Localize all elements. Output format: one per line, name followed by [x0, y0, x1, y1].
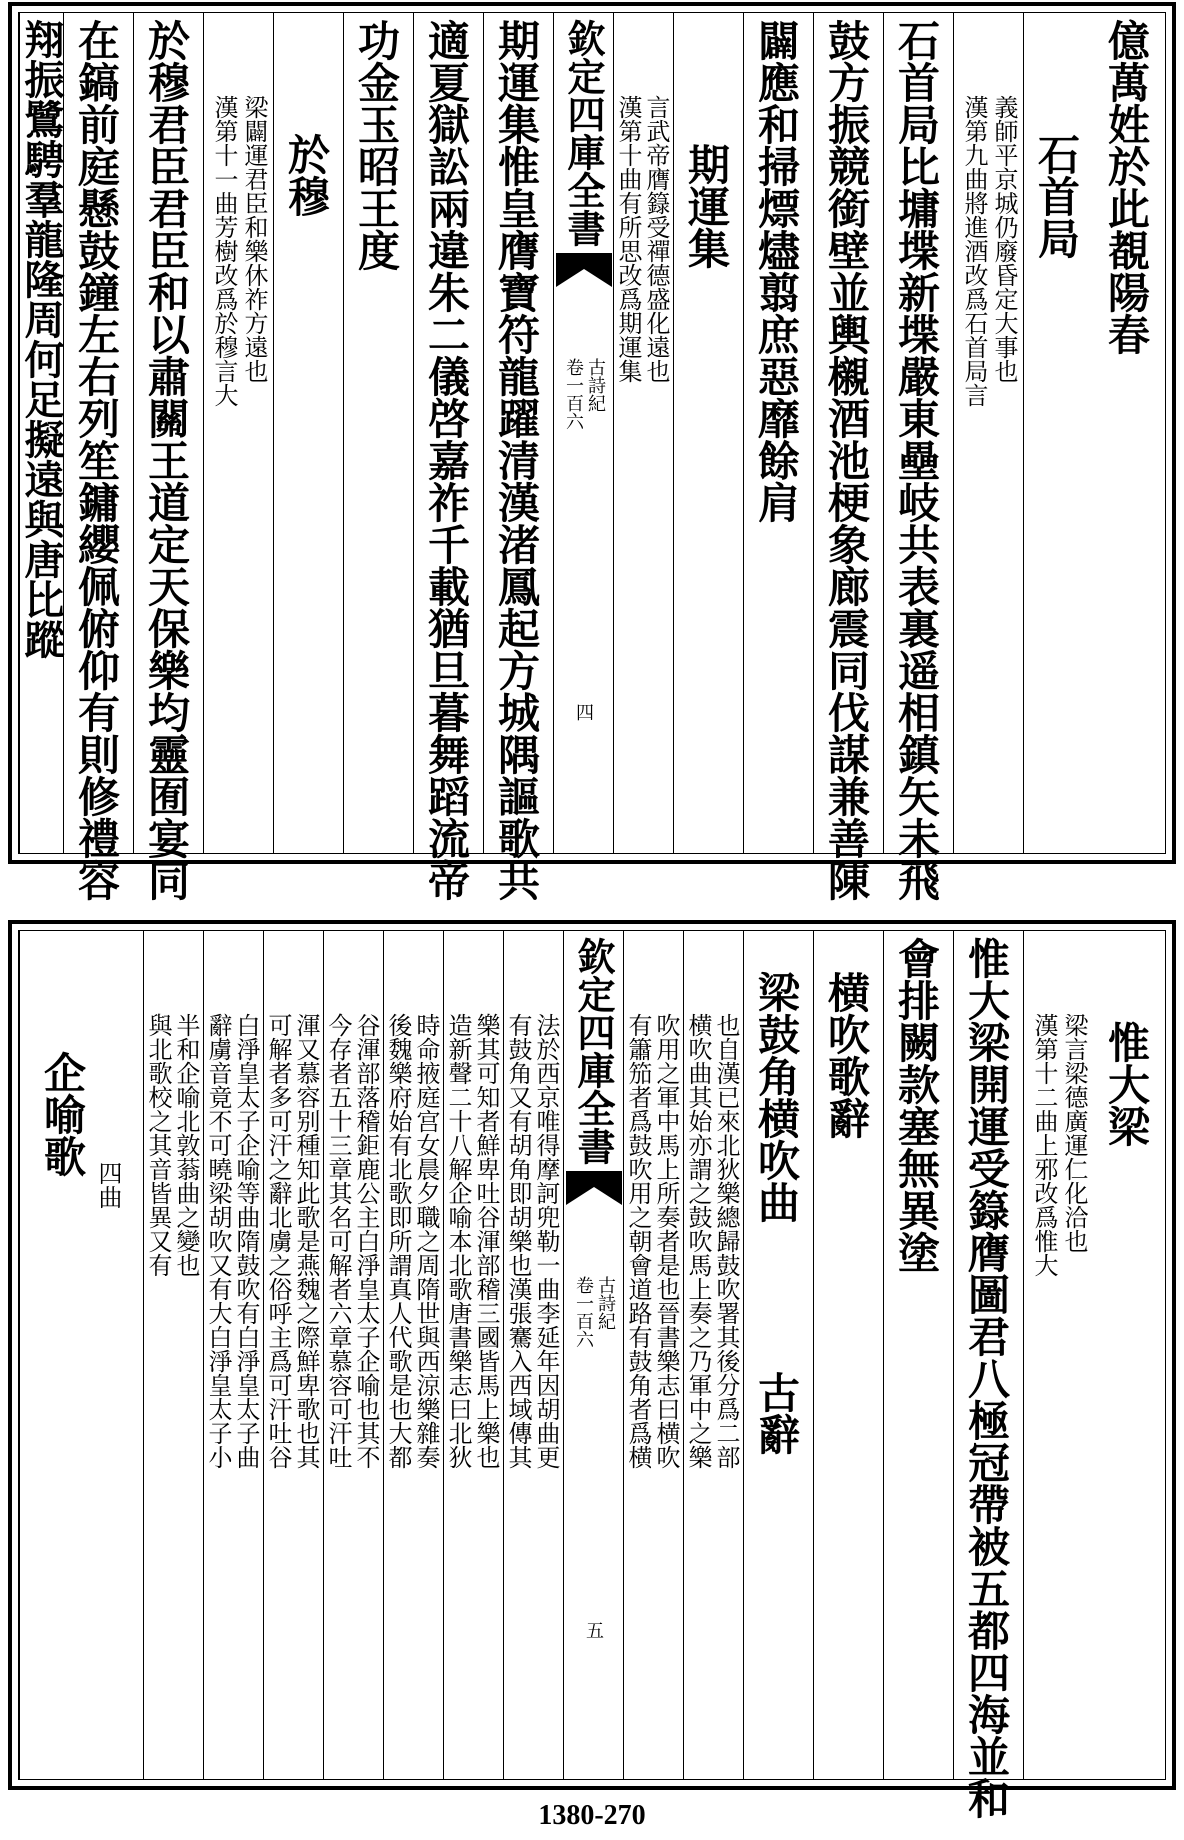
- section-title: 梁鼓角横吹曲: [752, 971, 801, 1223]
- section-title: 惟大梁: [1102, 1021, 1151, 1147]
- banner-side-label: 卷一百六: [563, 358, 584, 430]
- top-col-8: [613, 13, 673, 853]
- top-col-11: [343, 13, 413, 853]
- section-title: 横吹歌辭: [822, 971, 871, 1139]
- section-title: 於穆: [282, 133, 331, 217]
- bottom-col-2: [1023, 931, 1093, 1779]
- top-col-14: [133, 13, 203, 901]
- section-subtitle: 古辭: [752, 1371, 801, 1455]
- text-column: 於穆君臣君臣和以肅關王道定天保樂均靈囿宴同: [142, 19, 191, 901]
- annotation-line: 與北歌校之其音皆異又有: [144, 1013, 172, 1277]
- top-banner-column: [553, 13, 613, 853]
- annotation-line: 有鼓角又有胡角即胡樂也漢張騫入西域傳其: [504, 1013, 532, 1469]
- annotation-line: 言武帝膺籙受禪德盛化遠也: [642, 95, 670, 383]
- bottom-col-5: [813, 931, 883, 1779]
- annotation-line: 梁闢運君臣和樂休祚方遠也: [240, 95, 268, 383]
- annotation-line: 辭虜音竟不可曉梁胡吹又有大白淨皇太子小: [204, 1013, 232, 1469]
- top-col-12: [273, 13, 343, 853]
- bottom-col-6: [743, 931, 813, 1779]
- book-title-banner: 欽定四庫全書: [561, 19, 606, 247]
- bottom-col-15: [143, 931, 203, 1779]
- bottom-col-12: [323, 931, 383, 1779]
- text-column: 在鎬前庭懸鼓鐘左右列笙鏞纓佩俯仰有則修禮容: [72, 19, 121, 901]
- banner-side-label: 古詩紀: [585, 358, 606, 412]
- annotation-line: 横吹曲其始亦謂之鼓吹馬上奏之乃軍中之樂: [684, 1013, 712, 1469]
- annotation-line: 半和企喻北敦蓊曲之變也: [172, 1013, 200, 1277]
- top-col-13: [203, 13, 273, 853]
- section-title: 期運集: [682, 143, 731, 269]
- section-title: 石首局: [1032, 133, 1081, 259]
- book-title-banner: 欽定四庫全書: [571, 937, 616, 1165]
- top-col-10: [413, 13, 483, 901]
- annotation-line: 樂其可知者鮮卑吐谷渾部稽三國皆馬上樂也: [472, 1013, 500, 1469]
- annotation-line: 梁言梁德廣運仁化洽也: [1060, 1013, 1088, 1253]
- annotation-line: 漢第九曲將進酒改爲石首局言: [960, 95, 988, 407]
- annotation-line: 也自漢已來北狄樂總歸鼓吹署其後分爲二部: [712, 1013, 740, 1469]
- fish-tail-ornament-icon: [566, 1171, 622, 1205]
- annotation-line: 法於西京唯得摩訶兜勒一曲李延年因胡曲更: [532, 1013, 560, 1469]
- top-col-4: [883, 13, 953, 901]
- text-column: 石首局比墉堞新堞嚴東壘岐共表裏遥相鎮矢未飛: [892, 19, 941, 901]
- bottom-col-8: [623, 931, 683, 1779]
- text-column: 鼓方振競銜壁並輿櫬酒池梗象廊震同伐謀兼善陳: [822, 19, 871, 901]
- bottom-col-4: [883, 931, 953, 1779]
- annotation-line: 漢第十二曲上邪改爲惟大: [1030, 1013, 1058, 1277]
- page-top-frame: [18, 12, 1166, 901]
- bottom-col-14: [203, 931, 263, 1779]
- page-number: 五: [583, 1621, 604, 1639]
- annotation-line: 谷渾部落稽鉅鹿公主白淨皇太子企喻也其不: [352, 1013, 380, 1469]
- section-title: 企喻歌: [38, 1051, 87, 1177]
- text-column: 闢應和掃熛燼翦庶惡靡餘肩: [752, 19, 801, 523]
- text-column: 功金玉昭王度: [352, 19, 401, 271]
- bottom-col-7: [683, 931, 743, 1779]
- annotation-line: 有簫笳者爲鼓吹用之朝會道路有鼓角者爲横: [624, 1013, 652, 1469]
- annotation-line: 時命掖庭宫女晨夕職之周隋世與西涼樂雜奏: [412, 1013, 440, 1469]
- annotation-line: 白淨皇太子企喻等曲隋鼓吹有白淨皇太子曲: [232, 1013, 260, 1469]
- fish-tail-ornament-icon: [556, 253, 612, 287]
- banner-side-label: 卷一百六: [573, 1276, 594, 1348]
- top-col-9: [483, 13, 553, 901]
- text-column: 會排闕款塞無異塗: [892, 937, 941, 1273]
- bottom-col-3: [953, 931, 1023, 1819]
- text-column: 適夏獄訟兩違朱二儀啓嘉祚千載猶旦暮舞蹈流帝: [422, 19, 471, 901]
- text-column: 億萬姓於此覩陽春: [1102, 19, 1151, 355]
- bottom-banner-column: [563, 931, 623, 1779]
- top-col-2: [1023, 13, 1093, 853]
- annotation-line: 可解者多可汗之辭北虜之俗呼主爲可汗吐谷: [264, 1013, 292, 1469]
- top-col-7: [673, 13, 743, 853]
- bottom-col-10: [443, 931, 503, 1779]
- top-col-1: [1093, 13, 1163, 853]
- bottom-col-13: [263, 931, 323, 1779]
- catalog-code: 1380-270: [538, 1800, 646, 1831]
- page-top: [8, 2, 1176, 901]
- annotation-line: 今存者五十三章其名可解者六章慕容可汗吐: [324, 1013, 352, 1469]
- text-column: 翔振鷺騁羣龍隆周何足擬遠與唐比蹤: [18, 19, 65, 659]
- annotation-line: 吹用之軍中馬上所奏者是也晉書樂志曰横吹: [652, 1013, 680, 1469]
- top-col-5: [813, 13, 883, 901]
- text-column: 期運集惟皇膺寶符龍躍清漢渚鳳起方城隅謳歌共: [492, 19, 541, 901]
- annotation-line: 義師平京城仍廢昏定大事也: [990, 95, 1018, 383]
- bottom-col-1: [1093, 931, 1163, 1779]
- top-col-3: [953, 13, 1023, 853]
- annotation-line: 渾又慕容别種知此歌是燕魏之際鮮卑歌也其: [292, 1013, 320, 1469]
- text-column: 惟大梁開運受籙膺圖君八極冠帶被五都四海並和: [962, 937, 1011, 1819]
- section-subtitle: 四曲: [94, 1161, 122, 1209]
- bottom-col-16: [19, 931, 143, 1779]
- bottom-col-9: [503, 931, 563, 1779]
- banner-side-label: 古詩紀: [595, 1276, 616, 1330]
- top-col-16: [19, 13, 63, 853]
- top-col-15: [63, 13, 133, 901]
- annotation-line: 後魏樂府始有北歌即所謂真人代歌是也大都: [384, 1013, 412, 1469]
- annotation-line: 漢第十一曲芳樹改爲於穆言大: [210, 95, 238, 407]
- top-col-6: [743, 13, 813, 853]
- annotation-line: 造新聲二十八解企喻本北歌唐書樂志曰北狄: [444, 1013, 472, 1469]
- bottom-col-11: [383, 931, 443, 1779]
- page-number: 四: [573, 703, 594, 721]
- annotation-line: 漢第十曲有所思改爲期運集: [614, 95, 642, 383]
